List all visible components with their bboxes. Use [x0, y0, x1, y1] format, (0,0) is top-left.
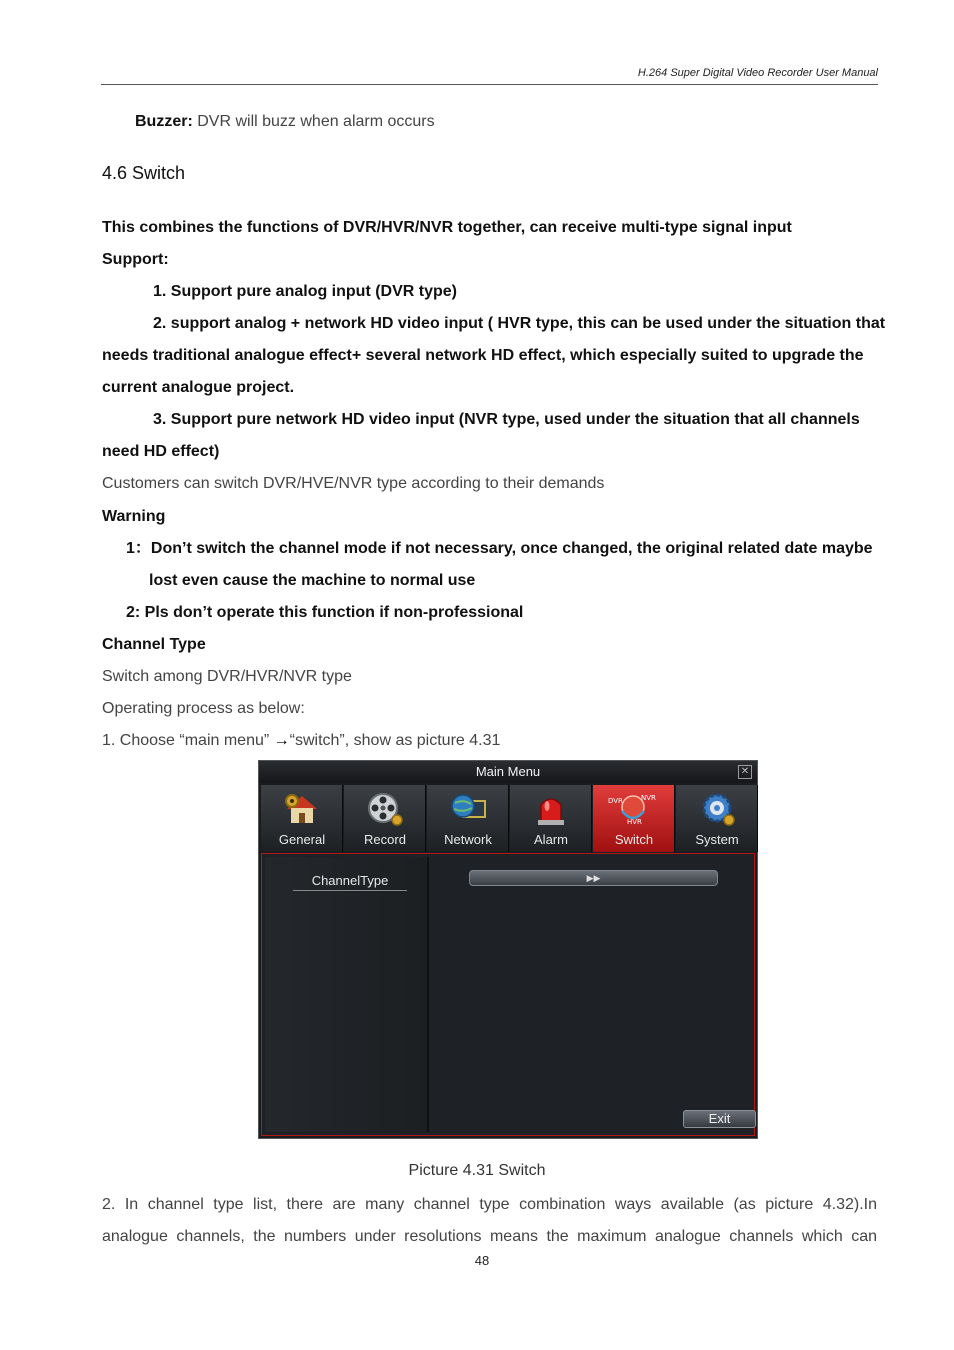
figure-caption: Picture 4.31 Switch: [408, 1162, 546, 1179]
step-1-prefix: 1. Choose “main menu”: [102, 732, 274, 749]
tab-switch[interactable]: [593, 785, 675, 852]
submenu-panel: [265, 857, 429, 1132]
tab-label-system: System: [695, 832, 739, 847]
operating-process: Operating process as below:: [102, 700, 305, 717]
film-reel-icon: [366, 791, 404, 827]
hvr-badge-label: HVR: [627, 818, 642, 826]
close-icon[interactable]: ✕: [738, 765, 752, 779]
support-item-2-line-2: needs traditional analogue effect+ several network HD effect, which especially suited to upgrade the: [102, 347, 864, 364]
channel-type-expand-bar[interactable]: ▶▶: [469, 870, 718, 886]
menu-tabs: [261, 785, 757, 852]
dvr-badge-label: DVR: [608, 797, 623, 805]
gear-icon: [698, 791, 736, 827]
step-2-line-2: analogue channels, the numbers under resolutions means the maximum analogue channels which can: [102, 1228, 877, 1245]
warning-item-1-line-1: 1：Don’t switch the channel mode if not necessary, once changed, the original related date maybe: [126, 540, 873, 557]
step-2-line-1: 2. In channel type list, there are many channel type combination ways available (as picture 4.32).In: [102, 1196, 877, 1213]
exit-button[interactable]: Exit: [683, 1110, 756, 1128]
step-1: [102, 731, 500, 751]
window-titlebar: [259, 761, 757, 783]
buzzer-line: [135, 112, 435, 132]
support-item-3-line-2: need HD effect): [102, 443, 220, 460]
alarm-siren-icon: [532, 791, 570, 827]
channel-type-menu-item[interactable]: ChannelType: [293, 873, 407, 891]
globe-monitor-icon: [449, 791, 487, 827]
tab-label-alarm: Alarm: [534, 832, 568, 847]
tab-network[interactable]: [427, 785, 509, 852]
support-item-2-line-1: 2. support analog + network HD video input ( HVR type, this can be used under the situation that: [153, 315, 886, 332]
channel-type-desc: Switch among DVR/HVR/NVR type: [102, 668, 352, 685]
section-heading: 4.6 Switch: [102, 163, 186, 183]
header-rule: [101, 84, 878, 85]
support-item-3-line-1: 3. Support pure network HD video input (NVR type, used under the situation that all channels: [153, 411, 860, 428]
tab-system[interactable]: [676, 785, 758, 852]
warning-label: Warning: [102, 508, 166, 525]
dvr-hvr-nvr-icon: [603, 791, 663, 827]
tab-alarm[interactable]: [510, 785, 592, 852]
tab-label-switch: Switch: [614, 832, 654, 847]
running-header: H.264 Super Digital Video Recorder User Manual: [637, 67, 878, 79]
page-number: 48: [474, 1253, 490, 1268]
dvr-main-menu-window: [258, 760, 758, 1139]
tab-general[interactable]: [261, 785, 343, 852]
warning-item-1-line-2: lost even cause the machine to normal use: [149, 572, 476, 589]
house-gear-icon: [283, 791, 321, 827]
warning-item-2: 2: Pls don’t operate this function if non-professional: [126, 604, 524, 621]
tab-label-general: General: [278, 832, 326, 847]
buzzer-text: DVR will buzz when alarm occurs: [192, 113, 435, 130]
support-label: Support:: [102, 251, 169, 268]
customers-text: Customers can switch DVR/HVE/NVR type according to their demands: [102, 475, 605, 492]
buzzer-label: Buzzer:: [135, 113, 193, 130]
step-1-suffix: “switch”, show as picture 4.31: [289, 732, 501, 749]
tab-label-record: Record: [364, 832, 406, 847]
tab-record[interactable]: [344, 785, 426, 852]
tab-label-network: Network: [444, 832, 492, 847]
intro-text: This combines the functions of DVR/HVR/NVR together, can receive multi-type signal input: [102, 219, 792, 236]
window-title: Main Menu: [475, 764, 541, 779]
support-item-1: 1. Support pure analog input (DVR type): [153, 283, 457, 300]
nvr-badge-label: NVR: [641, 794, 656, 802]
switch-content-panel: [261, 853, 755, 1136]
arrow-icon: →: [273, 732, 290, 749]
support-item-2-line-3: current analogue project.: [102, 379, 295, 396]
channel-type-label: Channel Type: [102, 636, 206, 653]
